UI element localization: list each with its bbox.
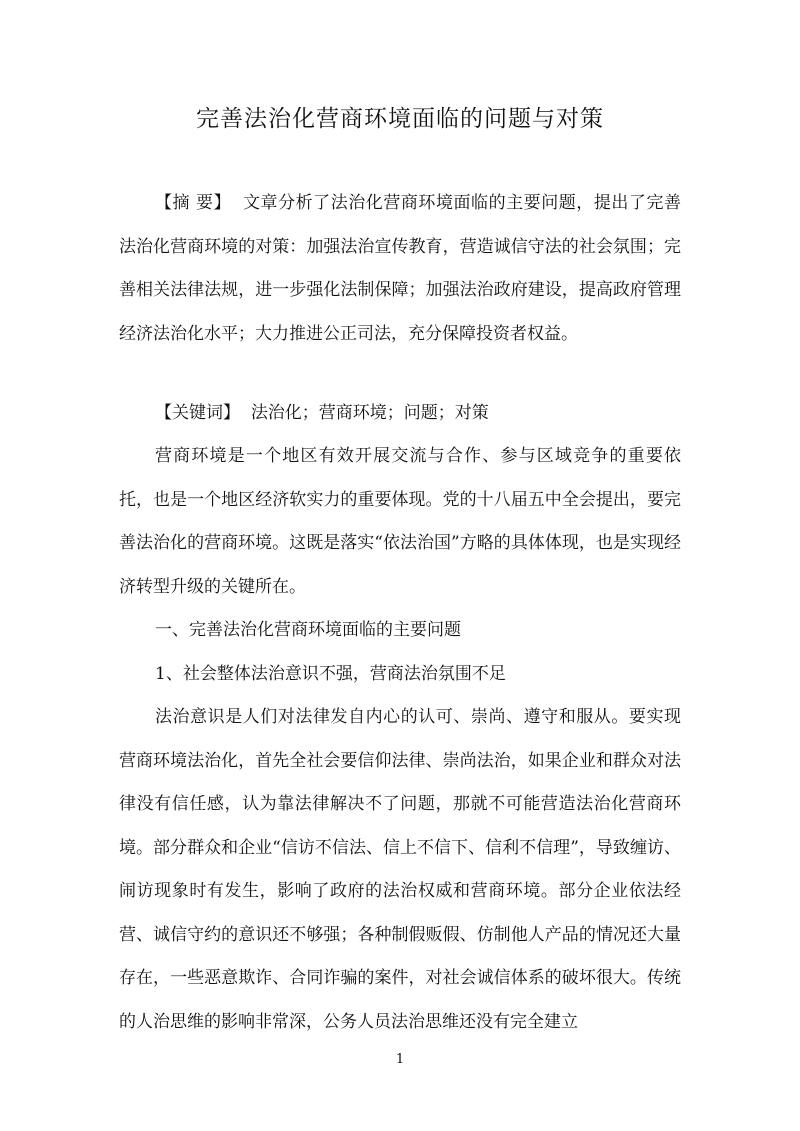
document-title: 完善法治化营商环境面临的问题与对策: [196, 106, 604, 132]
page-number: 1: [395, 1052, 405, 1067]
keywords-text: 法治化；营商环境；问题；对策: [250, 403, 489, 423]
keywords-paragraph: [119, 392, 681, 436]
keywords-label: 【关键词】: [155, 403, 240, 423]
abstract-paragraph: [119, 182, 681, 356]
abstract-label: 【摘 要】: [155, 193, 232, 213]
body-text: [119, 435, 681, 1044]
body-paragraph: 法治意识是人们对法律发自内心的认可、崇尚、遵守和服从。要实现营商环境法治化，首先全社会要信仰法律、崇尚法治，如果企业和群众对法律没有信任感，认为靠法律解决不了问题，那就不可能营造法治化营商环境。部分群众和企业“信访不信法、信上不信下、信利不信理”，导致缠访、闹访现象时有发生，影响了政府的法治权威和营商环境。部分企业依法经营、诚信守约的意识还不够强；各种制假贩假、仿制他人产品的情况还大量存在，一些恶意欺诈、合同诈骗的案件，对社会诚信体系的破坏很大。传统的人治思维的影响非常深，公务人员法治思维还没有完全建立: [119, 707, 681, 1032]
abstract-text: 文章分析了法治化营商环境面临的主要问题，提出了完善法治化营商环境的对策：加强法治宣传教育，营造诚信守法的社会氛围；完善相关法律法规，进一步强化法制保障；加强法治政府建设，提高政府管理经济法治化水平；大力推进公正司法，充分保障投资者权益。: [119, 193, 682, 344]
intro-paragraph: 营商环境是一个地区有效开展交流与合作、参与区域竞争的重要依托，也是一个地区经济软实力的重要体现。党的十八届五中全会提出，要完善法治化的营商环境。这既是落实“依法治国”方略的具体体现，也是实现经济转型升级的关键所在。: [119, 446, 681, 597]
section-heading: 一、完善法治化营商环境面临的主要问题: [155, 620, 461, 640]
subsection-heading: 1、社会整体法治意识不强，营商法治氛围不足: [155, 663, 506, 684]
